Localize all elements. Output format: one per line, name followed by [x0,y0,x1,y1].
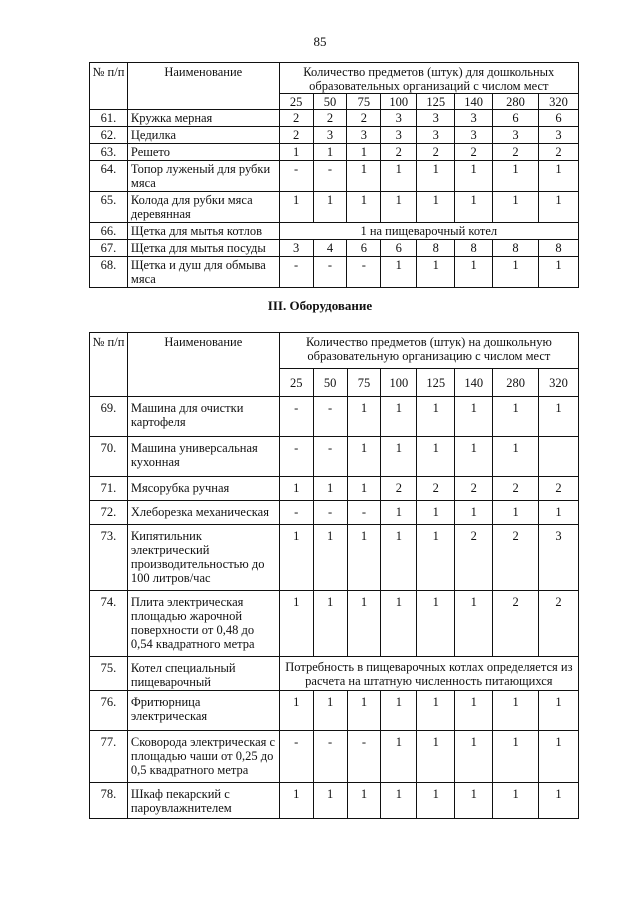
table-row [90,223,579,240]
quantity-cell: 3 [455,110,493,127]
quantity-cell: 1 [493,501,539,525]
quantity-cell: 8 [417,240,455,257]
quantity-cell: 2 [539,477,579,501]
quantity-cell: 1 [381,257,417,288]
item-name: Мясорубка ручная [127,477,279,501]
table-row [90,731,579,783]
quantity-cell: 1 [493,783,539,819]
row-number: 61. [90,110,128,127]
table-row [90,477,579,501]
row-number: 72. [90,501,128,525]
quantity-cell: - [347,501,381,525]
item-name: Щетка для мытья котлов [127,223,279,240]
quantity-cell: - [313,257,347,288]
header-col-125: 125 [417,94,455,110]
quantity-cell: 3 [347,127,381,144]
item-name: Машина универсальная кухонная [127,437,279,477]
quantity-cell: 1 [347,477,381,501]
header-col-140: 140 [455,94,493,110]
header-col-25: 25 [279,94,313,110]
quantity-cell: 1 [493,257,539,288]
quantity-cell: 1 [313,783,347,819]
quantity-cell: 1 [381,691,417,731]
table-row [90,192,579,223]
quantity-cell: 3 [381,127,417,144]
quantity-cell: 1 [347,397,381,437]
equipment-table-body [90,397,579,819]
quantity-cell: 1 [417,783,455,819]
item-name: Машина для очистки картофеля [127,397,279,437]
quantity-cell: 1 [347,525,381,591]
quantity-cell: 1 [313,144,347,161]
row-number: 64. [90,161,128,192]
item-name: Кипятильник электрический производительностью до 100 литров/час [127,525,279,591]
quantity-cell: 8 [493,240,539,257]
quantity-cell: 2 [313,110,347,127]
quantity-cell: 3 [455,127,493,144]
item-name: Котел специальный пищеварочный [127,657,279,691]
quantity-cell: 8 [455,240,493,257]
quantity-cell: 1 [455,783,493,819]
header-num: № п/п [90,63,128,110]
quantity-cell: 1 [313,477,347,501]
row-number: 76. [90,691,128,731]
quantity-cell: 1 [538,161,578,192]
row-number: 62. [90,127,128,144]
row-number: 68. [90,257,128,288]
quantity-cell [539,437,579,477]
quantity-cell: 1 [539,783,579,819]
quantity-cell: - [347,731,381,783]
quantity-cell: 1 [347,591,381,657]
row-number: 78. [90,783,128,819]
quantity-cell: 3 [417,110,455,127]
quantity-cell: - [313,397,347,437]
header-col-75: 75 [347,369,381,397]
utensils-table-header [90,63,579,110]
table-row [90,691,579,731]
merged-value: 1 на пищеварочный котел [279,223,578,240]
merged-value: Потребность в пищеварочных котлах определяется из расчета на штатную численность питающихся [279,657,578,691]
quantity-cell: 1 [539,731,579,783]
quantity-cell: 1 [381,783,417,819]
quantity-cell: 1 [313,591,347,657]
header-name: Наименование [127,333,279,397]
quantity-cell: 3 [493,127,539,144]
header-col-75: 75 [347,94,381,110]
quantity-cell: 1 [455,501,493,525]
item-name: Решето [127,144,279,161]
quantity-cell: 1 [493,397,539,437]
quantity-cell: 1 [417,501,455,525]
quantity-cell: 1 [347,144,381,161]
quantity-cell: 2 [538,144,578,161]
table-row [90,437,579,477]
item-name: Кружка мерная [127,110,279,127]
header-col-125: 125 [417,369,455,397]
quantity-cell: 6 [538,110,578,127]
quantity-cell: 2 [417,144,455,161]
utensils-table [89,62,579,288]
quantity-cell: 1 [279,783,313,819]
quantity-cell: - [279,257,313,288]
item-name: Сковорода электрическая с площадью чаши от 0,25 до 0,5 квадратного метра [127,731,279,783]
section-title: III. Оборудование [267,298,373,313]
quantity-cell: 1 [455,691,493,731]
table-row [90,657,579,691]
row-number: 63. [90,144,128,161]
table-row [90,501,579,525]
quantity-cell: 3 [279,240,313,257]
quantity-cell: 1 [279,192,313,223]
quantity-cell: 1 [381,192,417,223]
quantity-cell: 1 [455,161,493,192]
quantity-cell: 1 [279,591,313,657]
quantity-cell: 1 [493,691,539,731]
quantity-cell: 2 [493,477,539,501]
quantity-cell: 3 [539,525,579,591]
quantity-cell: 1 [347,437,381,477]
quantity-cell: 1 [417,525,455,591]
item-name: Шкаф пекарский с пароувлажнителем [127,783,279,819]
header-group: Количество предметов (штук) для дошкольных образовательных организаций с числом мест [279,63,578,94]
row-number: 73. [90,525,128,591]
row-number: 77. [90,731,128,783]
quantity-cell: 1 [455,591,493,657]
header-col-140: 140 [455,369,493,397]
quantity-cell: 1 [493,731,539,783]
row-number: 65. [90,192,128,223]
quantity-cell: 2 [279,110,313,127]
quantity-cell: - [279,161,313,192]
quantity-cell: - [279,501,313,525]
item-name: Фритюрница электрическая [127,691,279,731]
quantity-cell: 1 [493,161,539,192]
quantity-cell: 1 [417,591,455,657]
header-col-320: 320 [538,94,578,110]
quantity-cell: - [313,161,347,192]
header-col-280: 280 [493,94,539,110]
row-number: 69. [90,397,128,437]
quantity-cell: 2 [455,144,493,161]
row-number: 67. [90,240,128,257]
quantity-cell: 2 [455,525,493,591]
quantity-cell: 1 [279,525,313,591]
item-name: Топор луженый для рубки мяса [127,161,279,192]
header-col-280: 280 [493,369,539,397]
quantity-cell: - [279,437,313,477]
quantity-cell: - [279,731,313,783]
quantity-cell: 1 [538,257,578,288]
quantity-cell: 6 [381,240,417,257]
quantity-cell: 1 [455,437,493,477]
quantity-cell: 2 [417,477,455,501]
quantity-cell: 4 [313,240,347,257]
item-name: Щетка для мытья посуды [127,240,279,257]
table-row [90,161,579,192]
quantity-cell: 2 [347,110,381,127]
header-col-100: 100 [381,369,417,397]
quantity-cell: - [313,437,347,477]
quantity-cell: 1 [279,144,313,161]
quantity-cell: 2 [279,127,313,144]
quantity-cell: 1 [381,731,417,783]
quantity-cell: 1 [455,192,493,223]
header-group: Количество предметов (штук) на дошкольную образовательную организацию с числом мест [279,333,578,369]
quantity-cell: 1 [539,501,579,525]
quantity-cell: 1 [381,501,417,525]
item-name: Цедилка [127,127,279,144]
page-number: 85 [313,34,327,49]
quantity-cell: 3 [538,127,578,144]
quantity-cell: 1 [455,731,493,783]
item-name: Плита электрическая площадью жарочной поверхности от 0,48 до 0,54 квадратного метра [127,591,279,657]
quantity-cell: - [279,397,313,437]
utensils-table-body [90,110,579,288]
equipment-table-header [90,333,579,397]
item-name: Колода для рубки мяса деревянная [127,192,279,223]
quantity-cell: 1 [417,437,455,477]
quantity-cell: 2 [539,591,579,657]
quantity-cell: - [347,257,381,288]
header-col-50: 50 [313,94,347,110]
header-col-320: 320 [539,369,579,397]
row-number: 66. [90,223,128,240]
header-col-50: 50 [313,369,347,397]
quantity-cell: 1 [381,591,417,657]
header-col-25: 25 [279,369,313,397]
quantity-cell: 2 [381,477,417,501]
quantity-cell: 1 [417,161,455,192]
quantity-cell: 1 [538,192,578,223]
quantity-cell: 6 [493,110,539,127]
table-row [90,110,579,127]
quantity-cell: 1 [455,257,493,288]
quantity-cell: 1 [381,525,417,591]
quantity-cell: 1 [539,397,579,437]
row-number: 71. [90,477,128,501]
quantity-cell: 3 [381,110,417,127]
quantity-cell: 2 [455,477,493,501]
quantity-cell: 1 [347,691,381,731]
item-name: Хлеборезка механическая [127,501,279,525]
item-name: Щетка и душ для обмыва мяса [127,257,279,288]
header-num: № п/п [90,333,128,397]
quantity-cell: 6 [347,240,381,257]
quantity-cell: 1 [417,731,455,783]
table-row [90,783,579,819]
quantity-cell: 1 [493,437,539,477]
table-row [90,591,579,657]
quantity-cell: - [313,731,347,783]
quantity-cell: 1 [279,477,313,501]
table-row [90,397,579,437]
quantity-cell: 3 [313,127,347,144]
quantity-cell: 1 [381,161,417,192]
row-number: 74. [90,591,128,657]
table-row [90,257,579,288]
quantity-cell: 1 [347,783,381,819]
quantity-cell: 1 [417,691,455,731]
equipment-table [89,332,579,819]
quantity-cell: 1 [417,397,455,437]
quantity-cell: 2 [493,144,539,161]
quantity-cell: 3 [417,127,455,144]
quantity-cell: 1 [455,397,493,437]
table-row [90,525,579,591]
table-row [90,127,579,144]
quantity-cell: 1 [539,691,579,731]
quantity-cell: 1 [313,525,347,591]
table-row [90,240,579,257]
quantity-cell: 8 [538,240,578,257]
row-number: 75. [90,657,128,691]
header-col-100: 100 [381,94,417,110]
quantity-cell: 1 [279,691,313,731]
quantity-cell: 1 [381,437,417,477]
quantity-cell: 1 [313,691,347,731]
quantity-cell: 1 [417,192,455,223]
quantity-cell: 2 [493,525,539,591]
quantity-cell: 1 [347,161,381,192]
quantity-cell: 1 [381,397,417,437]
table-row [90,144,579,161]
quantity-cell: - [313,501,347,525]
quantity-cell: 1 [493,192,539,223]
quantity-cell: 2 [493,591,539,657]
row-number: 70. [90,437,128,477]
quantity-cell: 2 [381,144,417,161]
quantity-cell: 1 [417,257,455,288]
quantity-cell: 1 [313,192,347,223]
quantity-cell: 1 [347,192,381,223]
header-name: Наименование [127,63,279,110]
